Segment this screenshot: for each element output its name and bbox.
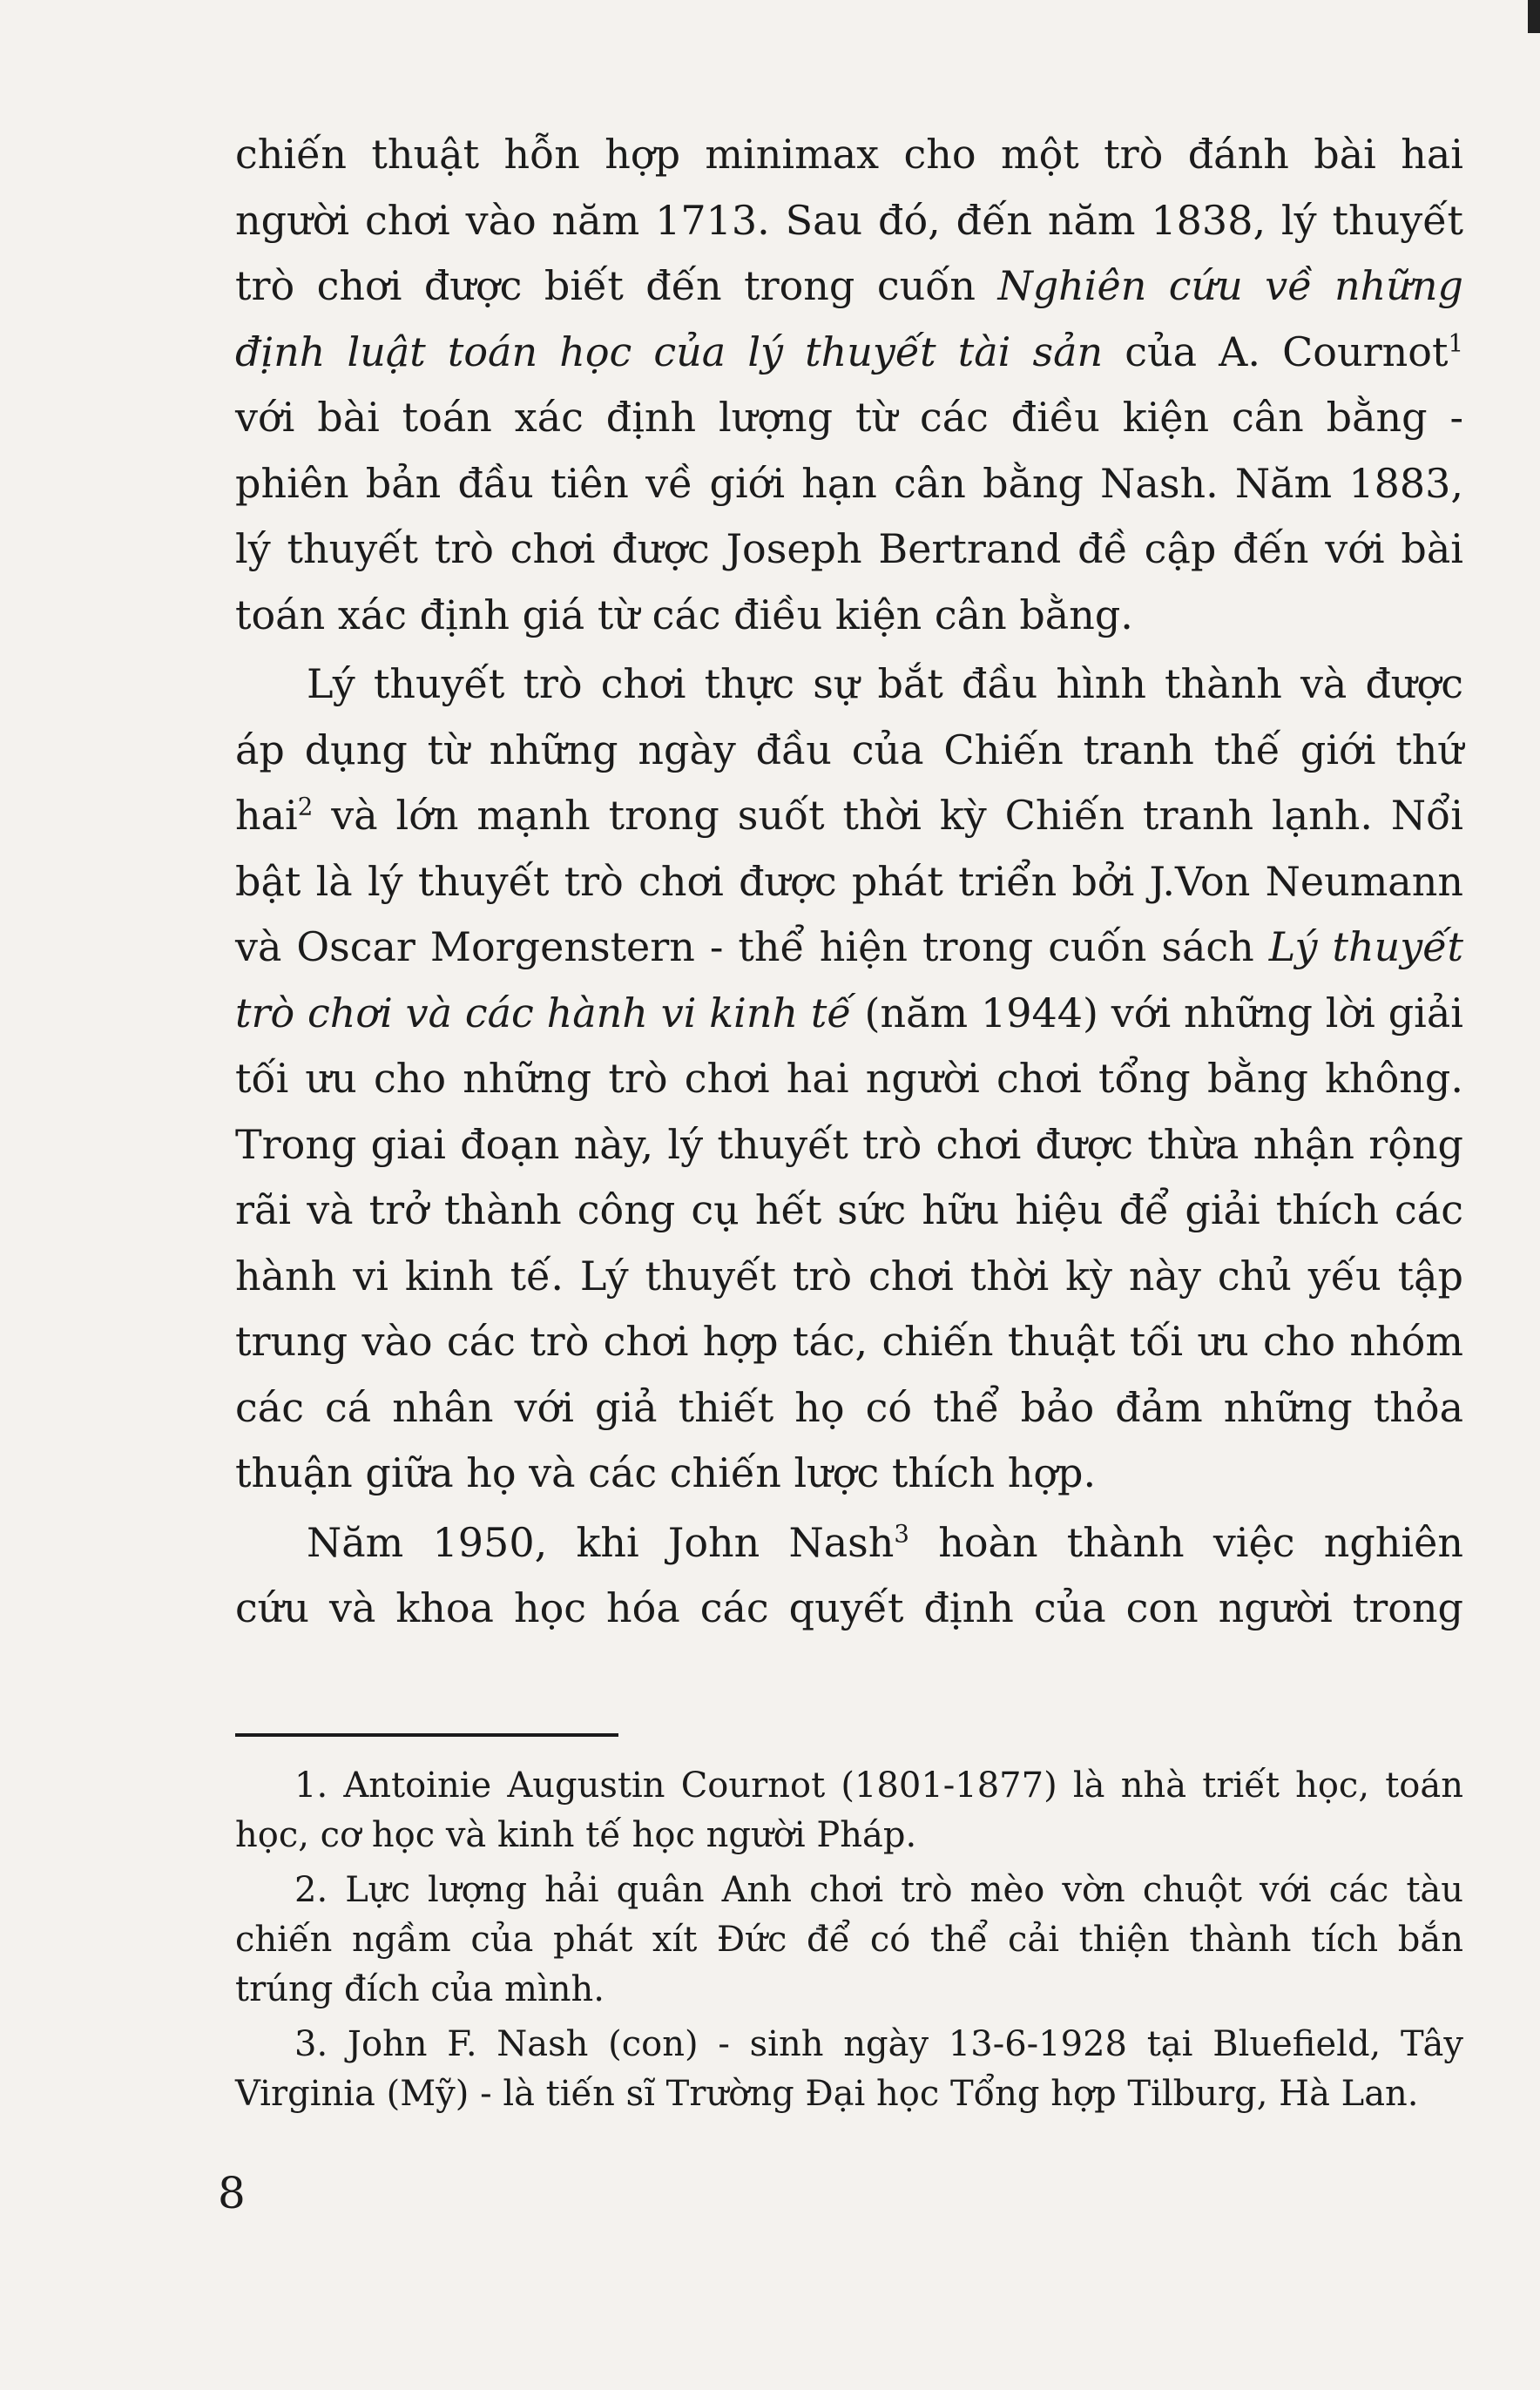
footnote-1 bbox=[235, 1761, 1463, 1860]
footnotes bbox=[235, 1761, 1463, 2119]
book-title: Nghiên cứu về những bbox=[997, 262, 1463, 309]
text-line: hành vi kinh tế. Lý thuyết trò chơi thời kỳ này chủ yếu tập bbox=[235, 1252, 1463, 1300]
text-line: trung vào các trò chơi hợp tác, chiến thuật tối ưu cho nhóm bbox=[235, 1318, 1463, 1365]
text-line: chiến thuật hỗn hợp minimax cho một trò đánh bài hai bbox=[235, 131, 1463, 178]
text-run: Năm 1950, khi John Nash bbox=[307, 1518, 895, 1566]
footnote-line: 3. John F. Nash (con) - sinh ngày 13-6-1928 tại Bluefield, Tây bbox=[294, 2024, 1463, 2064]
text-run: và lớn mạnh trong suốt thời kỳ Chiến tranh lạnh. Nổi bbox=[313, 792, 1463, 839]
text-line: áp dụng từ những ngày đầu của Chiến tranh thế giới thứ bbox=[235, 726, 1463, 773]
text-run: và Oscar Morgenstern - thể hiện trong cuốn sách bbox=[235, 923, 1269, 970]
text-line: cứu và khoa học hóa các quyết định của con người trong bbox=[235, 1584, 1463, 1631]
text-run: của A. Cournot bbox=[1103, 327, 1449, 375]
text-line bbox=[235, 320, 1463, 386]
text-line bbox=[235, 783, 1463, 849]
footnote-line: 1. Antoinie Augustin Cournot (1801-1877) là nhà triết học, toán bbox=[294, 1765, 1463, 1806]
text-run: (năm 1944) với những lời giải bbox=[851, 989, 1463, 1036]
text-line: người chơi vào năm 1713. Sau đó, đến năm 1838, lý thuyết bbox=[235, 196, 1463, 244]
text-line: thuận giữa họ và các chiến lược thích hợp. bbox=[235, 1449, 1097, 1496]
footnote-divider bbox=[235, 1733, 618, 1737]
footnote-3 bbox=[235, 2020, 1463, 2119]
text-line: Lý thuyết trò chơi thực sự bắt đầu hình thành và được bbox=[307, 660, 1463, 707]
footnote-line: 2. Lực lượng hải quân Anh chơi trò mèo vờn chuột với các tàu bbox=[294, 1870, 1463, 1910]
footnote-line: chiến ngầm của phát xít Đức để có thể cải thiện thành tích bắn bbox=[235, 1920, 1463, 1960]
text-line bbox=[235, 915, 1463, 981]
footnote-line: Virginia (Mỹ) - là tiến sĩ Trường Đại học Tổng hợp Tilburg, Hà Lan. bbox=[235, 2074, 1419, 2114]
text-run: trò chơi được biết đến trong cuốn bbox=[235, 262, 998, 309]
text-line: các cá nhân với giả thiết họ có thể bảo đảm những thỏa bbox=[235, 1383, 1463, 1431]
page-number: 8 bbox=[218, 2168, 246, 2218]
text-run: hoàn thành việc nghiên bbox=[908, 1518, 1463, 1566]
text-line bbox=[235, 981, 1463, 1047]
text-line: toán xác định giá từ các điều kiện cân bằng. bbox=[235, 591, 1133, 638]
book-title: định luật toán học của lý thuyết tài sản bbox=[235, 327, 1104, 375]
book-title: Lý thuyết bbox=[1268, 923, 1464, 970]
text-line bbox=[235, 1510, 1463, 1576]
footnote-line: trúng đích của mình. bbox=[235, 1969, 605, 2009]
footnote-ref: 3 bbox=[894, 1519, 909, 1549]
text-line: Trong giai đoạn này, lý thuyết trò chơi được thừa nhận rộng bbox=[235, 1120, 1463, 1168]
footnote-2 bbox=[235, 1866, 1463, 2015]
text-line: với bài toán xác định lượng từ các điều kiện cân bằng - bbox=[235, 394, 1463, 441]
footnote-ref: 1 bbox=[1448, 328, 1463, 358]
footnote-line: học, cơ học và kinh tế học người Pháp. bbox=[235, 1815, 917, 1855]
main-text bbox=[235, 122, 1463, 1642]
text-line: bật là lý thuyết trò chơi được phát triển bởi J.Von Neumann bbox=[235, 857, 1463, 905]
book-title: trò chơi và các hành vi kinh tế bbox=[235, 989, 852, 1036]
text-line bbox=[235, 253, 1463, 320]
text-line: tối ưu cho những trò chơi hai người chơi tổng bằng không. bbox=[235, 1055, 1463, 1102]
text-line: phiên bản đầu tiên về giới hạn cân bằng Nash. Năm 1883, bbox=[235, 459, 1463, 507]
footnote-ref: 2 bbox=[297, 792, 314, 821]
text-line: lý thuyết trò chơi được Joseph Bertrand đề cập đến với bài bbox=[235, 525, 1463, 572]
page-edge-mark bbox=[1528, 0, 1540, 33]
text-run: hai bbox=[235, 792, 298, 839]
text-line: rãi và trở thành công cụ hết sức hữu hiệu để giải thích các bbox=[235, 1186, 1463, 1233]
